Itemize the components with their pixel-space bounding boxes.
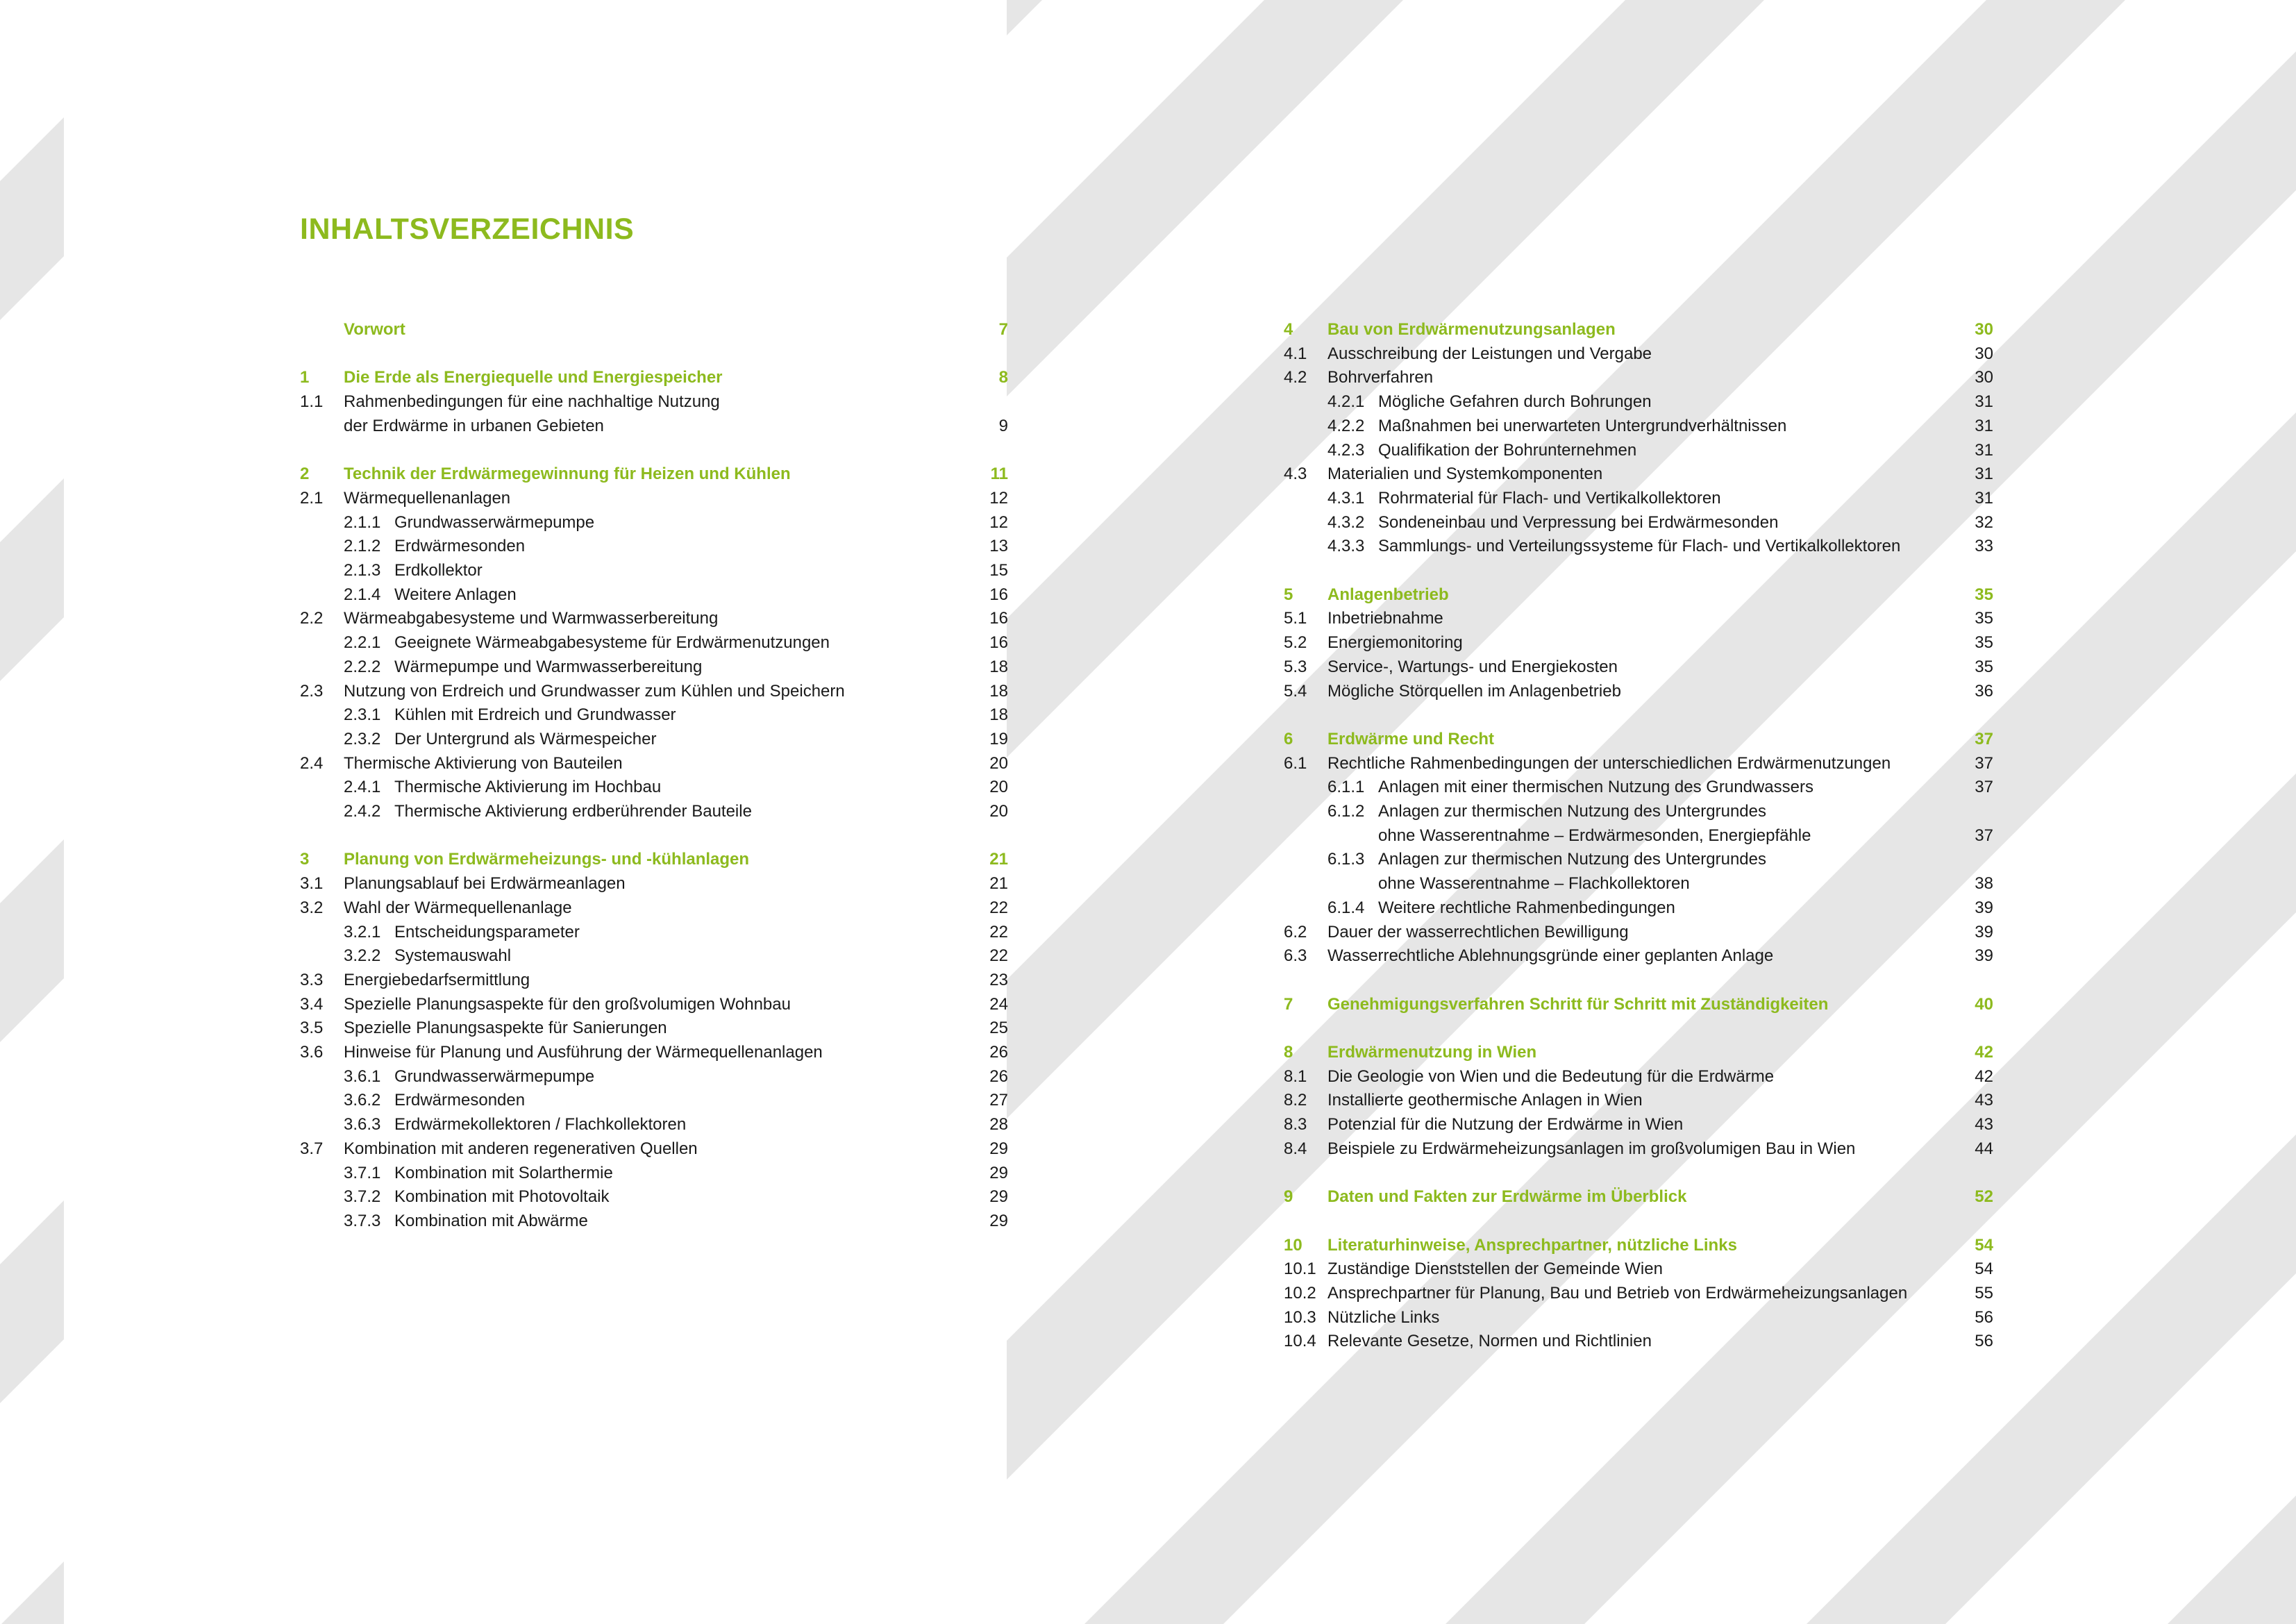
toc-entry-title: Vorwort xyxy=(344,320,405,339)
toc-entry-title: Rahmenbedingungen für eine nachhaltige Nutzung xyxy=(344,392,720,411)
toc-entry xyxy=(1284,872,1993,896)
toc-entry-page: 31 xyxy=(1975,392,1993,411)
toc-entry-page: 43 xyxy=(1975,1091,1993,1110)
toc-entry-number: 2.1.4 xyxy=(344,585,381,604)
toc-entry-page: 11 xyxy=(990,464,1008,483)
toc-entry-title: Grundwasserwärmepumpe xyxy=(394,513,595,532)
toc-entry xyxy=(300,680,1008,703)
toc-entry xyxy=(1284,1137,1993,1161)
toc-entry-title: Bau von Erdwärmenutzungsanlagen xyxy=(1327,320,1616,339)
toc-entry-page: 25 xyxy=(989,1019,1008,1037)
toc-entry-title: Technik der Erdwärmegewinnung für Heizen und Kühlen xyxy=(344,464,791,483)
toc-entry-title: Kombination mit Solarthermie xyxy=(394,1164,613,1182)
toc-entry xyxy=(1284,1089,1993,1112)
toc-entry-page: 22 xyxy=(989,923,1008,941)
toc-entry-number: 4.1 xyxy=(1284,344,1307,363)
toc-entry xyxy=(300,776,1008,799)
toc-entry-page: 27 xyxy=(989,1091,1008,1110)
toc-entry-number: 8.4 xyxy=(1284,1139,1307,1158)
toc-entry-page: 56 xyxy=(1975,1332,1993,1350)
toc-entry xyxy=(300,703,1008,727)
toc-entry-number: 2.1.1 xyxy=(344,513,381,532)
toc-entry-page: 39 xyxy=(1975,946,1993,965)
toc-entry-number: 2.2.1 xyxy=(344,633,381,652)
toc-entry-title: ohne Wasserentnahme – Flachkollektoren xyxy=(1378,874,1690,893)
toc-entry-title: Entscheidungsparameter xyxy=(394,923,580,941)
toc-entry-page: 40 xyxy=(1975,995,1993,1014)
toc-entry-title: Kühlen mit Erdreich und Grundwasser xyxy=(394,705,676,724)
toc-entry xyxy=(1284,800,1993,823)
toc-entry-number: 6.3 xyxy=(1284,946,1307,965)
toc-entry-title: Energiebedarfsermittlung xyxy=(344,971,530,989)
toc-entry-title: Anlagen zur thermischen Nutzung des Untergrundes xyxy=(1378,850,1766,869)
toc-entry-title: Sondeneinbau und Verpressung bei Erdwärmesonden xyxy=(1378,513,1779,532)
toc-entry-number: 1 xyxy=(300,368,310,387)
toc-entry xyxy=(1284,824,1993,848)
toc-entry-title: Geeignete Wärmeabgabesysteme für Erdwärmenutzungen xyxy=(394,633,830,652)
toc-entry xyxy=(300,583,1008,607)
toc-entry-page: 16 xyxy=(989,633,1008,652)
toc-entry-number: 3.7.3 xyxy=(344,1212,381,1230)
toc-entry-title: Die Geologie von Wien und die Bedeutung für die Erdwärme xyxy=(1327,1067,1775,1086)
toc-entry-title: Rohrmaterial für Flach- und Vertikalkollektoren xyxy=(1378,489,1721,508)
toc-entry-number: 6.1.4 xyxy=(1327,898,1365,917)
toc-entry-number: 3 xyxy=(300,850,310,869)
toc-entry-number: 4.2.3 xyxy=(1327,441,1365,460)
toc-entry-number: 3.6.2 xyxy=(344,1091,381,1110)
toc-entry xyxy=(1284,1257,1993,1281)
toc-entry-title: Kombination mit anderen regenerativen Quellen xyxy=(344,1139,698,1158)
page-title: INHALTSVERZEICHNIS xyxy=(300,212,635,246)
toc-entry xyxy=(300,1113,1008,1137)
toc-entry-page: 20 xyxy=(989,754,1008,773)
toc-entry xyxy=(300,1016,1008,1040)
toc-entry-title: Planung von Erdwärmeheizungs- und -kühlanlagen xyxy=(344,850,750,869)
toc-entry xyxy=(1284,1065,1993,1089)
toc-entry-title: Sammlungs- und Verteilungssysteme für Flach- und Vertikalkollektoren xyxy=(1378,537,1901,555)
toc-entry-page: 16 xyxy=(989,609,1008,628)
toc-entry-page: 18 xyxy=(989,705,1008,724)
toc-entry-page: 26 xyxy=(989,1067,1008,1086)
toc-entry-number: 4.3.3 xyxy=(1327,537,1365,555)
toc-entry-title: Ausschreibung der Leistungen und Vergabe xyxy=(1327,344,1652,363)
toc-entry-title: Spezielle Planungsaspekte für Sanierungen xyxy=(344,1019,667,1037)
toc-entry-number: 4.2 xyxy=(1284,368,1307,387)
toc-entry-title: Bohrverfahren xyxy=(1327,368,1434,387)
toc-entry xyxy=(1284,1306,1993,1330)
toc-entry-number: 10.2 xyxy=(1284,1284,1316,1303)
toc-entry-number: 6.1.2 xyxy=(1327,802,1365,821)
toc-entry-page: 39 xyxy=(1975,923,1993,941)
toc-chapter-entry xyxy=(1284,993,1993,1016)
toc-entry-title: Der Untergrund als Wärmespeicher xyxy=(394,730,657,748)
toc-entry-page: 19 xyxy=(989,730,1008,748)
toc-entry-number: 10 xyxy=(1284,1236,1302,1255)
toc-entry-number: 10.1 xyxy=(1284,1259,1316,1278)
toc-entry xyxy=(1284,848,1993,871)
toc-entry-number: 2.4.2 xyxy=(344,802,381,821)
toc-entry-title: Kombination mit Abwärme xyxy=(394,1212,588,1230)
toc-entry xyxy=(300,1209,1008,1233)
toc-entry-number: 2.4.1 xyxy=(344,778,381,796)
toc-entry-number: 9 xyxy=(1284,1187,1293,1206)
toc-entry-title: der Erdwärme in urbanen Gebieten xyxy=(344,417,604,435)
toc-entry-title: Weitere Anlagen xyxy=(394,585,517,604)
toc-entry-number: 6.1.3 xyxy=(1327,850,1365,869)
toc-entry-page: 28 xyxy=(989,1115,1008,1134)
toc-entry-page: 54 xyxy=(1975,1259,1993,1278)
toc-entry-page: 20 xyxy=(989,778,1008,796)
toc-entry-page: 35 xyxy=(1975,609,1993,628)
toc-entry xyxy=(300,1065,1008,1089)
toc-entry-page: 18 xyxy=(989,682,1008,701)
toc-entry-title: Dauer der wasserrechtlichen Bewilligung xyxy=(1327,923,1629,941)
toc-entry-page: 38 xyxy=(1975,874,1993,893)
toc-entry-number: 8 xyxy=(1284,1043,1293,1062)
toc-entry xyxy=(1284,390,1993,414)
toc-entry xyxy=(1284,342,1993,366)
toc-entry-title: Inbetriebnahme xyxy=(1327,609,1443,628)
toc-entry-title: Wärmeabgabesysteme und Warmwasserbereitung xyxy=(344,609,719,628)
toc-entry-title: Erdwärmesonden xyxy=(394,537,526,555)
toc-entry-title: Kombination mit Photovoltaik xyxy=(394,1187,610,1206)
toc-entry xyxy=(300,511,1008,535)
toc-entry-title: Nützliche Links xyxy=(1327,1308,1440,1327)
toc-entry-page: 26 xyxy=(989,1043,1008,1062)
toc-entry-title: Wärmepumpe und Warmwasserbereitung xyxy=(394,658,703,676)
toc-entry-number: 3.2.1 xyxy=(344,923,381,941)
toc-chapter-entry xyxy=(1284,583,1993,607)
toc-entry-number: 3.2 xyxy=(300,898,324,917)
toc-entry-page: 35 xyxy=(1975,633,1993,652)
toc-entry-number: 4 xyxy=(1284,320,1293,339)
toc-entry-number: 2.2 xyxy=(300,609,324,628)
toc-entry-page: 43 xyxy=(1975,1115,1993,1134)
toc-chapter-entry xyxy=(1284,1041,1993,1064)
toc-chapter-entry xyxy=(1284,318,1993,342)
toc-chapter-entry xyxy=(1284,1234,1993,1257)
toc-entry-title: Zuständige Dienststellen der Gemeinde Wien xyxy=(1327,1259,1663,1278)
toc-entry-page: 37 xyxy=(1975,778,1993,796)
toc-entry-number: 10.3 xyxy=(1284,1308,1316,1327)
toc-entry-page: 31 xyxy=(1975,464,1993,483)
toc-entry xyxy=(300,944,1008,968)
toc-entry xyxy=(1284,487,1993,510)
toc-entry-page: 33 xyxy=(1975,537,1993,555)
toc-entry-number: 2.1 xyxy=(300,489,324,508)
toc-entry xyxy=(300,607,1008,630)
toc-entry-page: 37 xyxy=(1975,826,1993,845)
toc-entry xyxy=(1284,1330,1993,1353)
toc-entry-page: 8 xyxy=(998,368,1008,387)
toc-entry xyxy=(300,752,1008,776)
toc-entry-title: Planungsablauf bei Erdwärmeanlagen xyxy=(344,874,626,893)
toc-entry xyxy=(300,1089,1008,1112)
toc-entry-title: Erdwärmenutzung in Wien xyxy=(1327,1043,1537,1062)
toc-entry-title: Potenzial für die Nutzung der Erdwärme in Wien xyxy=(1327,1115,1684,1134)
toc-entry-title: Daten und Fakten zur Erdwärme im Überblick xyxy=(1327,1187,1687,1206)
toc-entry-title: Thermische Aktivierung erdberührender Bauteile xyxy=(394,802,752,821)
toc-entry-page: 32 xyxy=(1975,513,1993,532)
toc-entry-number: 5 xyxy=(1284,585,1293,604)
toc-entry-title: Materialien und Systemkomponenten xyxy=(1327,464,1603,483)
toc-entry-page: 15 xyxy=(989,561,1008,580)
toc-entry-number: 8.2 xyxy=(1284,1091,1307,1110)
toc-entry-page: 31 xyxy=(1975,489,1993,508)
toc-entry-page: 12 xyxy=(989,489,1008,508)
toc-entry xyxy=(1284,535,1993,558)
toc-entry xyxy=(1284,655,1993,679)
toc-entry-number: 2.1.3 xyxy=(344,561,381,580)
toc-entry-title: Mögliche Störquellen im Anlagenbetrieb xyxy=(1327,682,1621,701)
toc-entry-title: Rechtliche Rahmenbedingungen der unterschiedlichen Erdwärmenutzungen xyxy=(1327,754,1891,773)
toc-entry-title: Wahl der Wärmequellenanlage xyxy=(344,898,572,917)
toc-entry-page: 29 xyxy=(989,1139,1008,1158)
toc-entry-number: 10.4 xyxy=(1284,1332,1316,1350)
toc-entry-number: 1.1 xyxy=(300,392,324,411)
toc-entry-number: 3.4 xyxy=(300,995,324,1014)
toc-entry-title: Wärmequellenanlagen xyxy=(344,489,511,508)
toc-chapter-entry xyxy=(300,366,1008,390)
toc-entry-page: 7 xyxy=(998,320,1008,339)
toc-entry-title: Hinweise für Planung und Ausführung der Wärmequellenanlagen xyxy=(344,1043,823,1062)
toc-entry-number: 3.5 xyxy=(300,1019,324,1037)
toc-entry-number: 5.4 xyxy=(1284,682,1307,701)
toc-entry-page: 13 xyxy=(989,537,1008,555)
toc-entry-title: Die Erde als Energiequelle und Energiespeicher xyxy=(344,368,723,387)
toc-chapter-entry xyxy=(300,462,1008,486)
toc-entry-page: 30 xyxy=(1975,320,1993,339)
toc-entry-title: Maßnahmen bei unerwarteten Untergrundverhältnissen xyxy=(1378,417,1787,435)
toc-entry-number: 5.1 xyxy=(1284,609,1307,628)
toc-entry-number: 6 xyxy=(1284,730,1293,748)
toc-chapter-entry xyxy=(1284,728,1993,751)
toc-entry-number: 2.3.1 xyxy=(344,705,381,724)
toc-entry xyxy=(300,969,1008,992)
toc-entry xyxy=(1284,680,1993,703)
toc-entry-number: 2.2.2 xyxy=(344,658,381,676)
toc-entry xyxy=(300,1185,1008,1209)
stripe-band xyxy=(0,0,320,1624)
toc-entry xyxy=(300,1137,1008,1161)
toc-entry-number: 3.7.1 xyxy=(344,1164,381,1182)
toc-entry-page: 42 xyxy=(1975,1043,1993,1062)
toc-entry-title: Beispiele zu Erdwärmeheizungsanlagen im großvolumigen Bau in Wien xyxy=(1327,1139,1856,1158)
toc-entry-page: 30 xyxy=(1975,344,1993,363)
toc-entry xyxy=(300,631,1008,655)
toc-entry-page: 9 xyxy=(998,417,1008,435)
toc-entry-page: 18 xyxy=(989,658,1008,676)
toc-entry-page: 29 xyxy=(989,1164,1008,1182)
toc-entry-title: Ansprechpartner für Planung, Bau und Betrieb von Erdwärmeheizungsanlagen xyxy=(1327,1284,1908,1303)
toc-entry-page: 22 xyxy=(989,898,1008,917)
toc-entry-number: 7 xyxy=(1284,995,1293,1014)
toc-entry-title: Relevante Gesetze, Normen und Richtlinien xyxy=(1327,1332,1652,1350)
toc-entry-title: Genehmigungsverfahren Schritt für Schritt mit Zuständigkeiten xyxy=(1327,995,1829,1014)
toc-entry-title: Thermische Aktivierung von Bauteilen xyxy=(344,754,623,773)
toc-entry-number: 2.3.2 xyxy=(344,730,381,748)
toc-entry xyxy=(1284,921,1993,944)
toc-entry-page: 31 xyxy=(1975,417,1993,435)
toc-entry-title: Spezielle Planungsaspekte für den großvolumigen Wohnbau xyxy=(344,995,791,1014)
toc-entry xyxy=(300,896,1008,920)
toc-chapter-entry xyxy=(1284,1185,1993,1209)
toc-entry-number: 4.2.2 xyxy=(1327,417,1365,435)
toc-entry-page: 31 xyxy=(1975,441,1993,460)
toc-entry-number: 8.3 xyxy=(1284,1115,1307,1134)
toc-entry-title: Qualifikation der Bohrunternehmen xyxy=(1378,441,1637,460)
toc-entry-number: 2.3 xyxy=(300,682,324,701)
toc-entry-title: Systemauswahl xyxy=(394,946,512,965)
toc-entry-title: Erdwärmekollektoren / Flachkollektoren xyxy=(394,1115,687,1134)
toc-entry-number: 4.3.1 xyxy=(1327,489,1365,508)
toc-entry-title: Grundwasserwärmepumpe xyxy=(394,1067,595,1086)
toc-entry xyxy=(1284,366,1993,390)
toc-entry xyxy=(300,872,1008,896)
toc-entry-title: ohne Wasserentnahme – Erdwärmesonden, Energiepfähle xyxy=(1378,826,1811,845)
toc-entry xyxy=(300,1162,1008,1185)
toc-entry xyxy=(300,390,1008,414)
toc-entry-title: Erdwärmesonden xyxy=(394,1091,526,1110)
toc-entry xyxy=(300,559,1008,583)
toc-entry-number: 3.2.2 xyxy=(344,946,381,965)
toc-entry xyxy=(300,800,1008,823)
toc-entry xyxy=(1284,511,1993,535)
toc-entry-page: 54 xyxy=(1975,1236,1993,1255)
toc-entry-title: Anlagen zur thermischen Nutzung des Untergrundes xyxy=(1378,802,1766,821)
toc-entry-number: 6.1 xyxy=(1284,754,1307,773)
toc-entry-number: 5.2 xyxy=(1284,633,1307,652)
toc-entry-page: 24 xyxy=(989,995,1008,1014)
toc-entry-number: 2 xyxy=(300,464,310,483)
toc-entry xyxy=(1284,776,1993,799)
toc-entry-title: Erdwärme und Recht xyxy=(1327,730,1495,748)
toc-entry-number: 2.4 xyxy=(300,754,324,773)
toc-entry-page: 23 xyxy=(989,971,1008,989)
toc-entry-page: 29 xyxy=(989,1187,1008,1206)
toc-entry xyxy=(1284,607,1993,630)
toc-entry-page: 29 xyxy=(989,1212,1008,1230)
toc-entry xyxy=(1284,752,1993,776)
toc-entry-number: 4.2.1 xyxy=(1327,392,1365,411)
toc-entry-page: 16 xyxy=(989,585,1008,604)
toc-entry-title: Weitere rechtliche Rahmenbedingungen xyxy=(1378,898,1675,917)
toc-entry xyxy=(300,993,1008,1016)
toc-entry xyxy=(300,921,1008,944)
toc-entry-page: 20 xyxy=(989,802,1008,821)
toc-entry-number: 4.3.2 xyxy=(1327,513,1365,532)
toc-entry-page: 37 xyxy=(1975,754,1993,773)
toc-entry-page: 22 xyxy=(989,946,1008,965)
toc-entry xyxy=(1284,462,1993,486)
toc-entry xyxy=(1284,944,1993,968)
toc-entry-number: 3.7 xyxy=(300,1139,324,1158)
toc-entry-number: 8.1 xyxy=(1284,1067,1307,1086)
toc-entry-page: 39 xyxy=(1975,898,1993,917)
toc-entry-number: 3.6.1 xyxy=(344,1067,381,1086)
toc-entry-page: 52 xyxy=(1975,1187,1993,1206)
toc-entry xyxy=(1284,896,1993,920)
toc-entry-number: 3.7.2 xyxy=(344,1187,381,1206)
toc-chapter-entry xyxy=(300,318,1008,342)
toc-entry-number: 6.2 xyxy=(1284,923,1307,941)
toc-entry xyxy=(300,1041,1008,1064)
toc-entry xyxy=(1284,439,1993,462)
toc-entry xyxy=(300,535,1008,558)
toc-entry-page: 56 xyxy=(1975,1308,1993,1327)
toc-entry-title: Mögliche Gefahren durch Bohrungen xyxy=(1378,392,1652,411)
toc-entry-title: Literaturhinweise, Ansprechpartner, nützliche Links xyxy=(1327,1236,1737,1255)
toc-entry-page: 36 xyxy=(1975,682,1993,701)
toc-entry xyxy=(1284,631,1993,655)
toc-entry xyxy=(1284,415,1993,438)
toc-entry-title: Installierte geothermische Anlagen in Wien xyxy=(1327,1091,1643,1110)
toc-entry xyxy=(1284,1113,1993,1137)
toc-entry-page: 55 xyxy=(1975,1284,1993,1303)
toc-entry-page: 35 xyxy=(1975,585,1993,604)
toc-chapter-entry xyxy=(300,848,1008,871)
toc-entry-page: 21 xyxy=(989,850,1008,869)
toc-entry-number: 6.1.1 xyxy=(1327,778,1365,796)
toc-entry-page: 37 xyxy=(1975,730,1993,748)
toc-entry-page: 21 xyxy=(989,874,1008,893)
toc-entry-page: 44 xyxy=(1975,1139,1993,1158)
toc-entry xyxy=(300,728,1008,751)
toc-entry-number: 3.3 xyxy=(300,971,324,989)
toc-entry-page: 42 xyxy=(1975,1067,1993,1086)
toc-entry-title: Service-, Wartungs- und Energiekosten xyxy=(1327,658,1618,676)
toc-entry-number: 5.3 xyxy=(1284,658,1307,676)
toc-entry-number: 4.3 xyxy=(1284,464,1307,483)
toc-entry-number: 3.6.3 xyxy=(344,1115,381,1134)
toc-entry-title: Thermische Aktivierung im Hochbau xyxy=(394,778,662,796)
toc-entry-page: 35 xyxy=(1975,658,1993,676)
toc-entry-title: Wasserrechtliche Ablehnungsgründe einer geplanten Anlage xyxy=(1327,946,1774,965)
toc-entry xyxy=(300,655,1008,679)
toc-entry-title: Anlagen mit einer thermischen Nutzung des Grundwassers xyxy=(1378,778,1813,796)
toc-entry-title: Energiemonitoring xyxy=(1327,633,1463,652)
toc-entry-title: Nutzung von Erdreich und Grundwasser zum Kühlen und Speichern xyxy=(344,682,845,701)
toc-entry-page: 12 xyxy=(989,513,1008,532)
toc-entry-number: 3.1 xyxy=(300,874,324,893)
toc-entry-page: 30 xyxy=(1975,368,1993,387)
toc-entry xyxy=(300,415,1008,438)
toc-entry xyxy=(1284,1282,1993,1305)
toc-entry-title: Anlagenbetrieb xyxy=(1327,585,1449,604)
toc-entry-title: Erdkollektor xyxy=(394,561,483,580)
toc-entry-number: 2.1.2 xyxy=(344,537,381,555)
toc-entry xyxy=(300,487,1008,510)
toc-entry-number: 3.6 xyxy=(300,1043,324,1062)
